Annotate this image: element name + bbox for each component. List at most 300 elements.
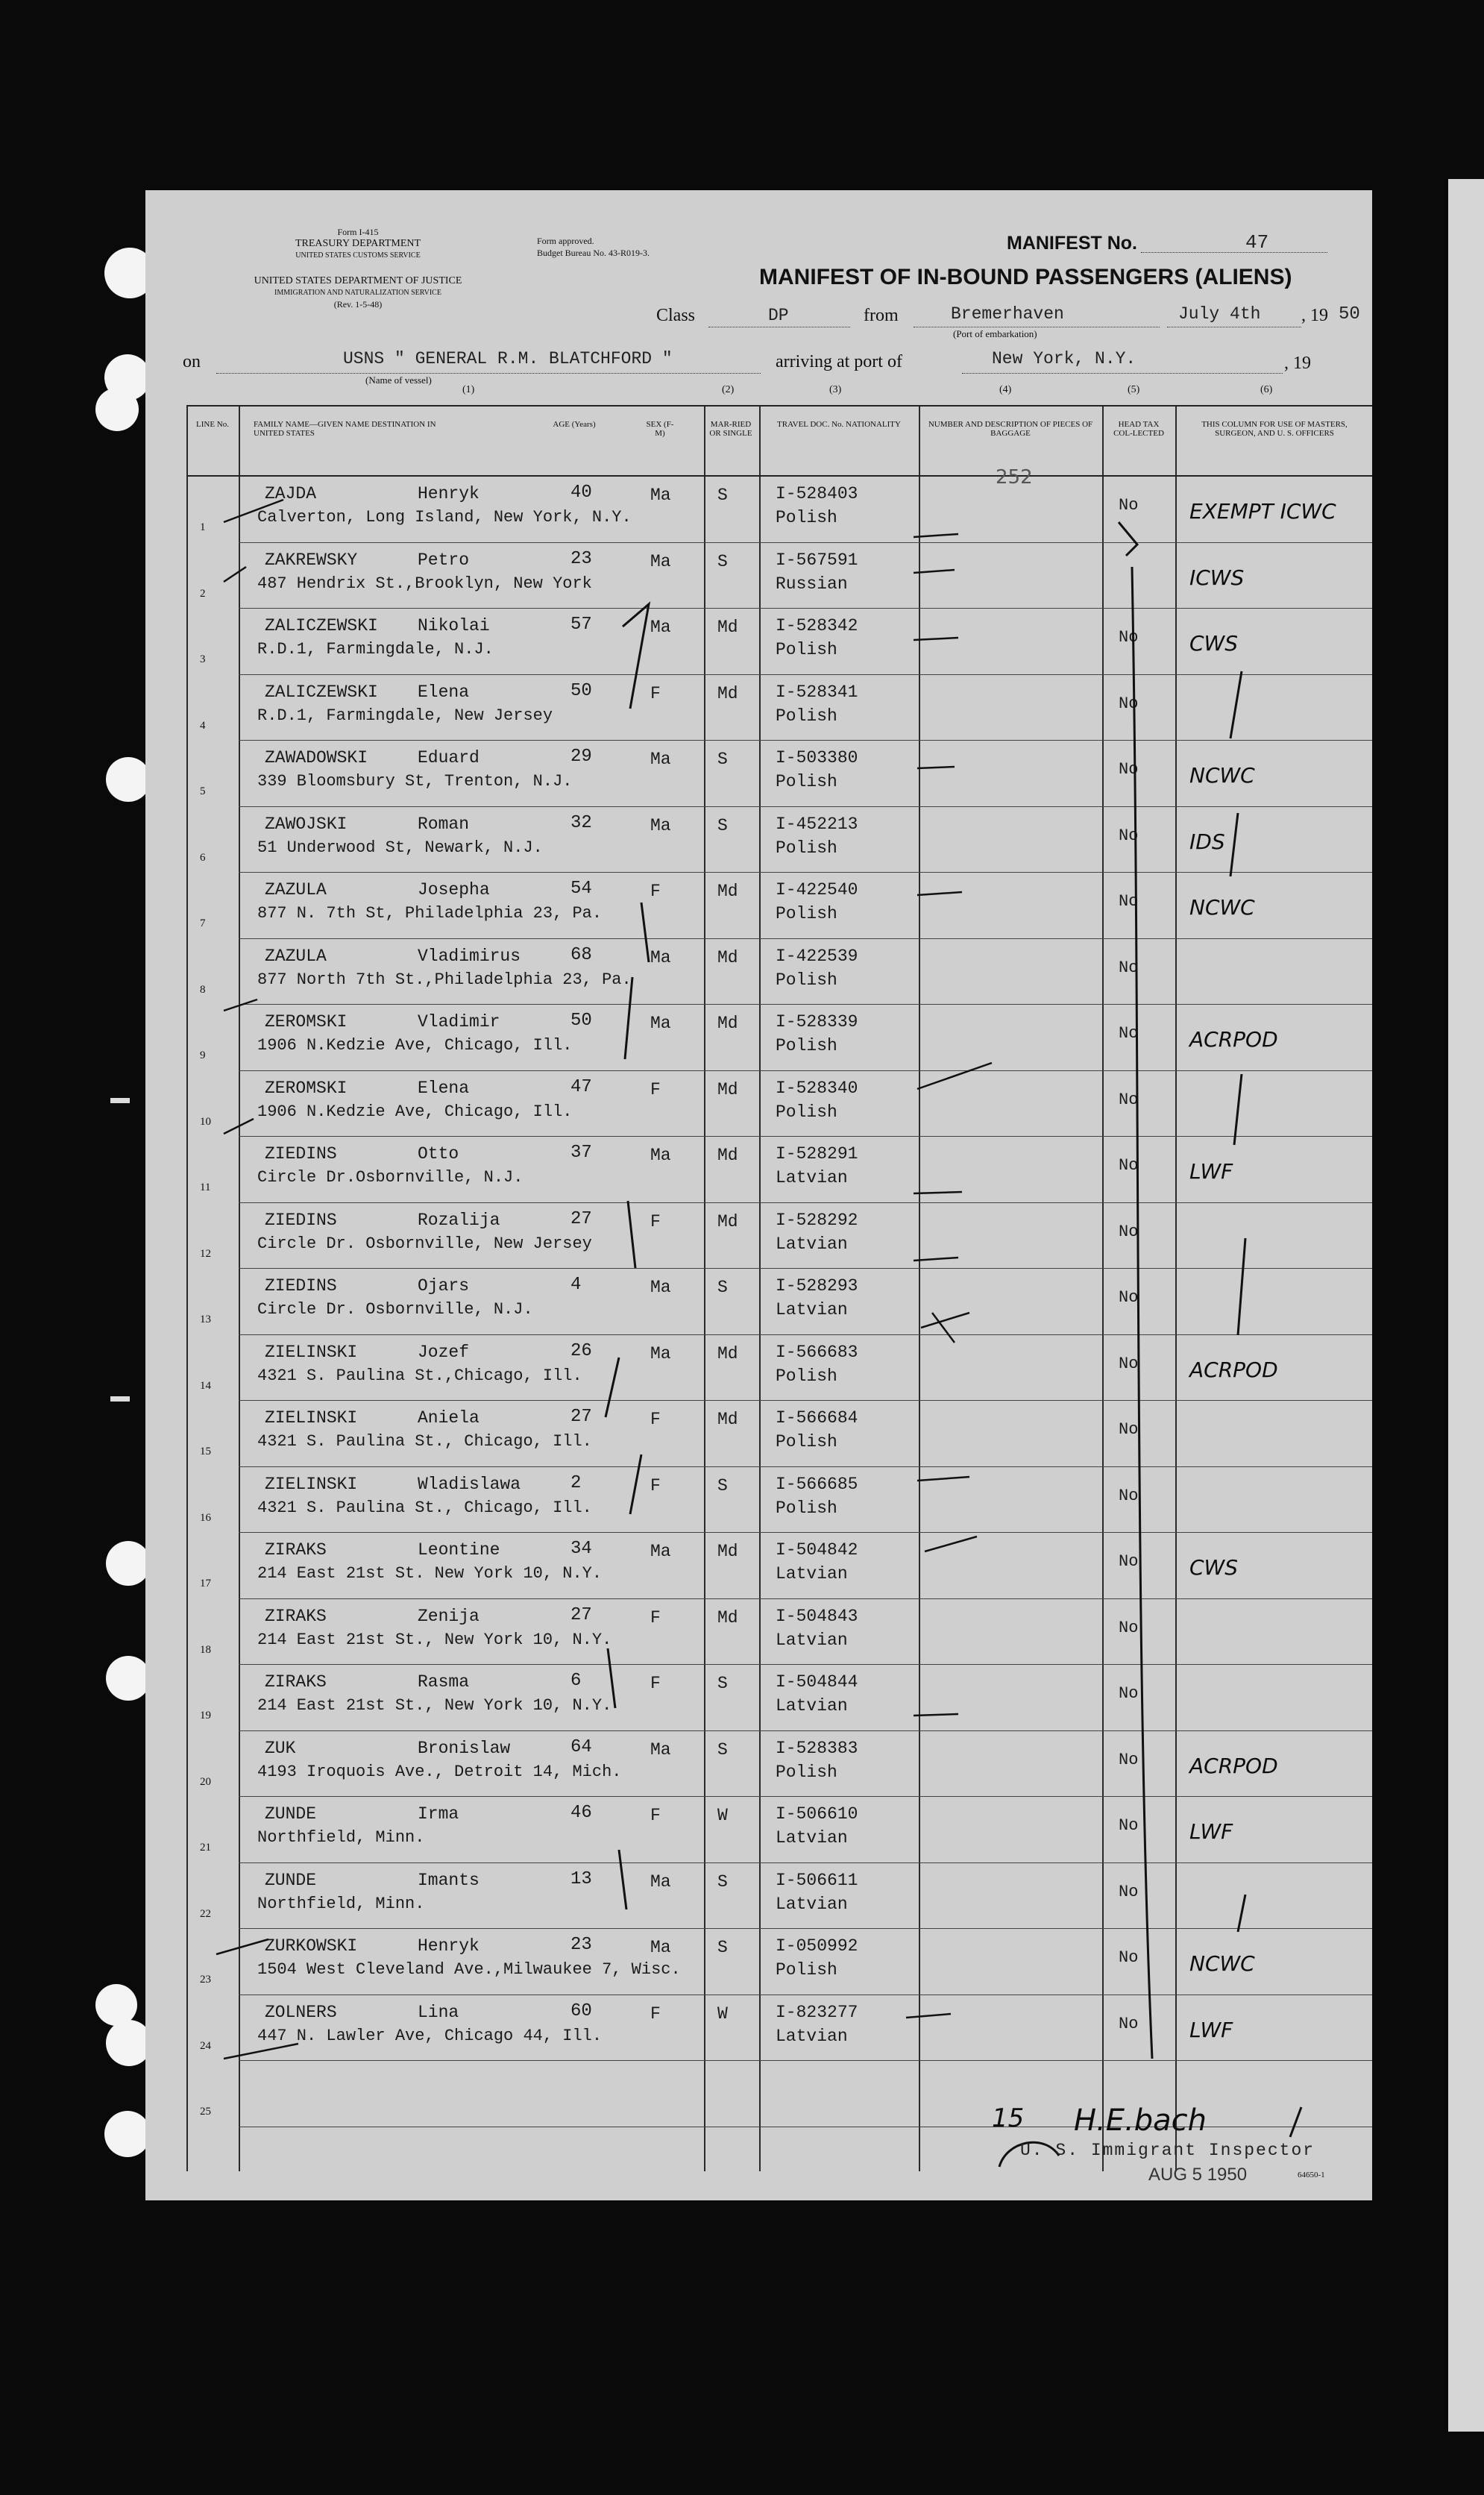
given-name: Lina xyxy=(418,2002,459,2022)
destination: 4321 S. Paulina St., Chicago, Ill. xyxy=(257,1432,592,1451)
year-value: 50 xyxy=(1339,304,1360,324)
head-tax: No xyxy=(1119,826,1139,845)
head-tax: No xyxy=(1119,1618,1139,1637)
destination: Circle Dr. Osbornville, N.J. xyxy=(257,1300,533,1319)
inspector-prefix: 15 xyxy=(992,2103,1025,2133)
age: 23 xyxy=(570,548,592,569)
line-number: 23 xyxy=(200,1974,211,1986)
officer-note: LWF xyxy=(1189,2017,1233,2042)
col-header-sex: SEX (F-M) xyxy=(646,420,674,438)
age: 50 xyxy=(570,1011,592,1031)
travel-doc-no: I-452213 xyxy=(776,814,858,834)
class-value: DP xyxy=(768,306,789,325)
age: 54 xyxy=(570,879,592,899)
age: 27 xyxy=(570,1407,592,1427)
family-name: ZIEDINS xyxy=(265,1210,337,1230)
marital-status: Md xyxy=(717,947,738,967)
col-header-married: MAR-RIED OR SINGLE xyxy=(709,420,752,438)
family-name: ZEROMSKI xyxy=(265,1078,348,1098)
marital-status: Md xyxy=(717,1343,738,1363)
officer-note: IDS xyxy=(1189,829,1225,854)
family-name: ZALICZEWSKI xyxy=(265,682,378,702)
line-number: 22 xyxy=(200,1907,211,1920)
destination: 214 East 21st St., New York 10, N.Y. xyxy=(257,1630,612,1649)
destination: 51 Underwood St, Newark, N.J. xyxy=(257,838,543,857)
given-name: Jozef xyxy=(418,1342,470,1362)
line-number: 25 xyxy=(200,2106,211,2118)
line-number: 19 xyxy=(200,1710,211,1722)
head-tax: No xyxy=(1119,1156,1139,1175)
col-number-5: (5) xyxy=(1128,384,1140,395)
sex: F xyxy=(650,1211,661,1231)
col-header-officers: THIS COLUMN FOR USE OF MASTERS, SURGEON, AND U. S. OFFICERS xyxy=(1201,420,1348,438)
officer-note: ACRPOD xyxy=(1189,1357,1278,1382)
form-code: 64650-1 xyxy=(1298,2171,1325,2179)
given-name: Zenija xyxy=(418,1606,480,1626)
family-name: ZUNDE xyxy=(265,1870,317,1890)
age: 40 xyxy=(570,483,592,503)
head-tax: No xyxy=(1119,1354,1139,1373)
age: 29 xyxy=(570,747,592,767)
marital-status: Md xyxy=(717,1211,738,1231)
nationality: Russian xyxy=(776,574,848,594)
col-header-headtax: HEAD TAX COL-LECTED xyxy=(1113,420,1164,438)
officer-note: LWF xyxy=(1189,1159,1233,1184)
sex: Ma xyxy=(650,1739,671,1760)
manifest-no-value: 47 xyxy=(1245,231,1269,254)
sex: F xyxy=(650,2003,661,2024)
given-name: Elena xyxy=(418,1078,470,1098)
travel-doc-no: I-528339 xyxy=(776,1012,858,1032)
justice-dept: UNITED STATES DEPARTMENT OF JUSTICE xyxy=(254,275,462,286)
date-value: July 4th xyxy=(1178,304,1261,324)
sex: Ma xyxy=(650,618,671,637)
head-tax: No xyxy=(1119,1486,1139,1505)
customs-service: UNITED STATES CUSTOMS SERVICE xyxy=(295,251,421,260)
age: 64 xyxy=(570,1736,592,1757)
arriving-label: arriving at port of xyxy=(776,352,902,371)
destination: Calverton, Long Island, New York, N.Y. xyxy=(257,508,632,527)
family-name: ZALICZEWSKI xyxy=(265,616,378,635)
family-name: ZURKOWSKI xyxy=(265,1936,358,1956)
class-label: Class xyxy=(656,306,696,325)
age: 6 xyxy=(570,1671,582,1691)
travel-doc-no: I-503380 xyxy=(776,748,858,768)
sex: Ma xyxy=(650,1542,671,1561)
family-name: ZAWOJSKI xyxy=(265,814,348,834)
col-number-3: (3) xyxy=(829,384,842,395)
given-name: Henryk xyxy=(418,484,480,503)
family-name: ZAZULA xyxy=(265,880,327,900)
nationality: Polish xyxy=(776,904,837,923)
age: 27 xyxy=(570,1604,592,1625)
nationality: Latvian xyxy=(776,1630,848,1650)
line-number: 13 xyxy=(200,1314,211,1325)
marital-status: Md xyxy=(717,1607,738,1628)
col-number-4: (4) xyxy=(999,384,1012,395)
sex: Ma xyxy=(650,551,671,571)
nationality: Latvian xyxy=(776,1894,848,1914)
head-tax: No xyxy=(1119,1288,1139,1307)
nationality: Latvian xyxy=(776,1300,848,1319)
marital-status: Md xyxy=(717,618,738,637)
nationality: Polish xyxy=(776,508,837,527)
line-number: 24 xyxy=(200,2039,211,2052)
travel-doc-no: I-528342 xyxy=(776,616,858,635)
sex: F xyxy=(650,1475,661,1496)
travel-doc-no: I-566685 xyxy=(776,1474,858,1494)
destination: 1504 West Cleveland Ave.,Milwaukee 7, Wisc. xyxy=(257,1960,681,1979)
family-name: ZAKREWSKY xyxy=(265,550,358,570)
line-number: 4 xyxy=(200,719,206,732)
travel-doc-no: I-504842 xyxy=(776,1540,858,1560)
given-name: Ojars xyxy=(418,1276,470,1296)
sex: F xyxy=(650,882,661,901)
given-name: Bronislaw xyxy=(418,1738,511,1758)
port-value: New York, N.Y. xyxy=(992,349,1136,368)
vessel-name: USNS " GENERAL R.M. BLATCHFORD " xyxy=(343,349,673,368)
on-label: on xyxy=(183,352,201,371)
travel-doc-no: I-528403 xyxy=(776,484,858,503)
age: 46 xyxy=(570,1803,592,1823)
line-number: 10 xyxy=(200,1115,211,1128)
family-name: ZAWADOWSKI xyxy=(265,748,368,768)
marital-status: Md xyxy=(717,1542,738,1561)
nationality: Latvian xyxy=(776,1828,848,1848)
vessel-note: (Name of vessel) xyxy=(365,374,432,386)
age: 60 xyxy=(570,2000,592,2021)
sex: Ma xyxy=(650,1146,671,1165)
travel-doc-no: I-566684 xyxy=(776,1408,858,1428)
budget-bureau: Budget Bureau No. 43-R019-3. xyxy=(537,248,650,258)
family-name: ZAZULA xyxy=(265,946,327,966)
port-embarkation-note: (Port of embarkation) xyxy=(953,328,1037,339)
travel-doc-no: I-528292 xyxy=(776,1210,858,1230)
given-name: Aniela xyxy=(418,1408,480,1428)
marital-status: Md xyxy=(717,683,738,703)
ins-service: IMMIGRATION AND NATURALIZATION SERVICE xyxy=(274,289,441,297)
family-name: ZIELINSKI xyxy=(265,1408,358,1428)
line-number: 20 xyxy=(200,1775,211,1788)
officer-note: CWS xyxy=(1189,1555,1239,1580)
nationality: Latvian xyxy=(776,1234,848,1254)
sex: Ma xyxy=(650,1343,671,1363)
family-name: ZEROMSKI xyxy=(265,1012,348,1032)
head-tax: No xyxy=(1119,2014,1139,2033)
nationality: Polish xyxy=(776,640,837,659)
marital-status: S xyxy=(717,1938,728,1957)
sex: Ma xyxy=(650,486,671,505)
col-header-line: LINE No. xyxy=(196,420,229,429)
nationality: Polish xyxy=(776,1762,837,1782)
sex: F xyxy=(650,1806,661,1825)
travel-doc-no: I-823277 xyxy=(776,2002,858,2022)
marital-status: W xyxy=(717,1806,728,1825)
destination: Northfield, Minn. xyxy=(257,1894,425,1913)
line-number: 6 xyxy=(200,851,206,864)
nationality: Polish xyxy=(776,970,837,990)
destination: 447 N. Lawler Ave, Chicago 44, Ill. xyxy=(257,2026,603,2045)
marital-status: S xyxy=(717,1278,728,1297)
baggage-count-note: 252 xyxy=(996,466,1033,489)
nationality: Polish xyxy=(776,1432,837,1452)
travel-doc-no: I-504843 xyxy=(776,1606,858,1626)
marital-status: Md xyxy=(717,1014,738,1033)
officer-note: ACRPOD xyxy=(1189,1027,1278,1052)
age: 68 xyxy=(570,944,592,965)
head-tax: No xyxy=(1119,1948,1139,1967)
col-number-2: (2) xyxy=(722,384,735,395)
family-name: ZIEDINS xyxy=(265,1144,337,1164)
given-name: Otto xyxy=(418,1144,459,1164)
col-header-age: AGE (Years) xyxy=(553,420,596,429)
family-name: ZAJDA xyxy=(265,484,317,503)
sex: Ma xyxy=(650,1871,671,1892)
family-name: ZUK xyxy=(265,1738,296,1758)
inspector-title: U. S. Immigrant Inspector xyxy=(1020,2141,1315,2160)
col-header-name: FAMILY NAME—GIVEN NAME DESTINATION IN UNITED STATES xyxy=(254,420,436,438)
nationality: Polish xyxy=(776,1102,837,1122)
marital-status: S xyxy=(717,1674,728,1693)
travel-doc-no: I-422540 xyxy=(776,880,858,900)
given-name: Petro xyxy=(418,550,470,570)
sex: Ma xyxy=(650,947,671,967)
officer-note: NCWC xyxy=(1189,763,1255,788)
destination: 214 East 21st St., New York 10, N.Y. xyxy=(257,1696,612,1715)
age: 47 xyxy=(570,1076,592,1097)
age: 26 xyxy=(570,1340,592,1361)
given-name: Rozalija xyxy=(418,1210,500,1230)
given-name: Nikolai xyxy=(418,616,490,635)
line-number: 8 xyxy=(200,983,206,996)
form-approved: Form approved. xyxy=(537,236,594,246)
sex: F xyxy=(650,1079,661,1099)
marital-status: S xyxy=(717,486,728,505)
head-tax: No xyxy=(1119,628,1139,647)
destination: 877 N. 7th St, Philadelphia 23, Pa. xyxy=(257,904,603,923)
destination: 1906 N.Kedzie Ave, Chicago, Ill. xyxy=(257,1102,573,1121)
family-name: ZIELINSKI xyxy=(265,1474,358,1494)
marital-status: Md xyxy=(717,1079,738,1099)
line-number: 2 xyxy=(200,587,206,600)
head-tax: No xyxy=(1119,892,1139,911)
marital-status: S xyxy=(717,1871,728,1892)
sex: Ma xyxy=(650,1278,671,1297)
given-name: Elena xyxy=(418,682,470,702)
travel-doc-no: I-528291 xyxy=(776,1144,858,1164)
col-number-6: (6) xyxy=(1260,384,1273,395)
family-name: ZIRAKS xyxy=(265,1540,327,1560)
travel-doc-no: I-050992 xyxy=(776,1936,858,1956)
manifest-title: MANIFEST OF IN-BOUND PASSENGERS (ALIENS) xyxy=(759,265,1292,289)
nationality: Latvian xyxy=(776,2026,848,2046)
nationality: Polish xyxy=(776,838,837,858)
family-name: ZUNDE xyxy=(265,1804,317,1824)
sex: F xyxy=(650,683,661,703)
nationality: Latvian xyxy=(776,1564,848,1584)
nationality: Polish xyxy=(776,1366,837,1386)
head-tax: No xyxy=(1119,1816,1139,1835)
col-header-pieces: NUMBER AND DESCRIPTION OF PIECES OF BAGGAGE xyxy=(928,420,1093,438)
travel-doc-no: I-528383 xyxy=(776,1738,858,1758)
sex: F xyxy=(650,1410,661,1429)
officer-note: CWS xyxy=(1189,631,1239,656)
col-header-travel: TRAVEL DOC. No. NATIONALITY xyxy=(777,420,901,429)
line-number: 17 xyxy=(200,1578,211,1589)
family-name: ZOLNERS xyxy=(265,2002,337,2022)
nationality: Latvian xyxy=(776,1696,848,1716)
form-number: Form I-415 xyxy=(337,227,379,237)
officer-note: LWF xyxy=(1189,1819,1233,1844)
nationality: Polish xyxy=(776,706,837,726)
head-tax: No xyxy=(1119,1750,1139,1769)
given-name: Rasma xyxy=(418,1672,470,1692)
given-name: Vladimir xyxy=(418,1012,500,1032)
destination: 4321 S. Paulina St., Chicago, Ill. xyxy=(257,1498,592,1517)
line-number: 11 xyxy=(200,1181,211,1193)
manifest-no-label: MANIFEST No. xyxy=(1007,233,1137,254)
age: 32 xyxy=(570,812,592,833)
travel-doc-no: I-422539 xyxy=(776,946,858,966)
head-tax: No xyxy=(1119,1090,1139,1109)
destination: 487 Hendrix St.,Brooklyn, New York xyxy=(257,574,592,593)
destination: 4193 Iroquois Ave., Detroit 14, Mich. xyxy=(257,1762,622,1781)
nationality: Polish xyxy=(776,1960,837,1980)
travel-doc-no: I-528293 xyxy=(776,1276,858,1296)
sex: F xyxy=(650,1674,661,1693)
age: 27 xyxy=(570,1208,592,1229)
destination: Circle Dr. Osbornville, New Jersey xyxy=(257,1234,592,1253)
line-number: 1 xyxy=(200,521,206,533)
age: 2 xyxy=(570,1472,582,1493)
family-name: ZIEDINS xyxy=(265,1276,337,1296)
head-tax: No xyxy=(1119,694,1139,713)
nationality: Latvian xyxy=(776,1168,848,1187)
head-tax: No xyxy=(1119,496,1139,515)
given-name: Josepha xyxy=(418,880,490,900)
destination: 877 North 7th St.,Philadelphia 23, Pa. xyxy=(257,970,632,989)
given-name: Leontine xyxy=(418,1540,500,1560)
marital-status: S xyxy=(717,1739,728,1760)
officer-note: NCWC xyxy=(1189,1951,1255,1976)
family-name: ZIRAKS xyxy=(265,1606,327,1626)
line-number: 14 xyxy=(200,1379,211,1392)
officer-note: ICWS xyxy=(1189,565,1245,590)
age: 50 xyxy=(570,680,592,701)
sex: Ma xyxy=(650,750,671,769)
age: 23 xyxy=(570,1935,592,1955)
marital-status: Md xyxy=(717,1146,738,1165)
sex: Ma xyxy=(650,1014,671,1033)
destination: R.D.1, Farmingdale, N.J. xyxy=(257,640,494,659)
travel-doc-no: I-566683 xyxy=(776,1342,858,1362)
marital-status: S xyxy=(717,750,728,769)
line-number: 16 xyxy=(200,1511,211,1524)
line-number: 12 xyxy=(200,1247,211,1260)
from-value: Bremerhaven xyxy=(951,304,1064,324)
head-tax: No xyxy=(1119,1882,1139,1901)
line-number: 3 xyxy=(200,653,206,665)
destination: 339 Bloomsbury St, Trenton, N.J. xyxy=(257,772,573,791)
marital-status: W xyxy=(717,2003,728,2024)
given-name: Wladislawa xyxy=(418,1474,521,1494)
given-name: Irma xyxy=(418,1804,459,1824)
age: 57 xyxy=(570,615,592,635)
year2-prefix: , 19 xyxy=(1284,354,1311,373)
head-tax: No xyxy=(1119,1420,1139,1439)
given-name: Roman xyxy=(418,814,470,834)
line-number: 21 xyxy=(200,1842,211,1854)
travel-doc-no: I-528341 xyxy=(776,682,858,702)
travel-doc-no: I-506611 xyxy=(776,1870,858,1890)
line-number: 9 xyxy=(200,1049,206,1061)
age: 34 xyxy=(570,1539,592,1559)
head-tax: No xyxy=(1119,1222,1139,1241)
head-tax: No xyxy=(1119,958,1139,977)
sex: Ma xyxy=(650,1938,671,1957)
sex: F xyxy=(650,1607,661,1628)
marital-status: S xyxy=(717,1475,728,1496)
nationality: Polish xyxy=(776,1036,837,1055)
nationality: Polish xyxy=(776,772,837,791)
date-stamp: AUG 5 1950 xyxy=(1148,2165,1248,2185)
given-name: Imants xyxy=(418,1870,480,1890)
destination: 4321 S. Paulina St.,Chicago, Ill. xyxy=(257,1366,582,1385)
given-name: Vladimirus xyxy=(418,946,521,966)
line-number: 15 xyxy=(200,1446,211,1457)
from-label: from xyxy=(864,306,899,325)
sex: Ma xyxy=(650,815,671,835)
destination: Northfield, Minn. xyxy=(257,1828,425,1847)
given-name: Eduard xyxy=(418,748,480,768)
line-number: 5 xyxy=(200,785,206,797)
age: 37 xyxy=(570,1143,592,1163)
travel-doc-no: I-567591 xyxy=(776,550,858,570)
treasury-dept: TREASURY DEPARTMENT xyxy=(295,238,421,249)
given-name: Henryk xyxy=(418,1936,480,1956)
line-number: 18 xyxy=(200,1643,211,1656)
family-name: ZIELINSKI xyxy=(265,1342,358,1362)
age: 4 xyxy=(570,1275,582,1295)
officer-note: NCWC xyxy=(1189,895,1255,920)
officer-note: ACRPOD xyxy=(1189,1753,1278,1778)
destination: Circle Dr.Osbornville, N.J. xyxy=(257,1168,524,1187)
head-tax: No xyxy=(1119,1024,1139,1043)
destination: 214 East 21st St. New York 10, N.Y. xyxy=(257,1564,603,1583)
nationality: Polish xyxy=(776,1498,837,1518)
marital-status: Md xyxy=(717,1410,738,1429)
year-prefix: , 19 xyxy=(1301,306,1328,325)
head-tax: No xyxy=(1119,760,1139,779)
head-tax: No xyxy=(1119,1684,1139,1703)
col-number-1: (1) xyxy=(462,384,475,395)
destination: R.D.1, Farmingdale, New Jersey xyxy=(257,706,553,725)
marital-status: S xyxy=(717,551,728,571)
travel-doc-no: I-528340 xyxy=(776,1078,858,1098)
age: 13 xyxy=(570,1868,592,1889)
travel-doc-no: I-506610 xyxy=(776,1804,858,1824)
officer-note: EXEMPT ICWC xyxy=(1189,499,1336,524)
inspector-signature: H.E.bach xyxy=(1074,2103,1207,2138)
revision: (Rev. 1-5-48) xyxy=(333,299,383,310)
destination: 1906 N.Kedzie Ave, Chicago, Ill. xyxy=(257,1036,573,1055)
line-number: 7 xyxy=(200,917,206,929)
family-name: ZIRAKS xyxy=(265,1672,327,1692)
marital-status: Md xyxy=(717,882,738,901)
travel-doc-no: I-504844 xyxy=(776,1672,858,1692)
head-tax: No xyxy=(1119,1552,1139,1571)
marital-status: S xyxy=(717,815,728,835)
